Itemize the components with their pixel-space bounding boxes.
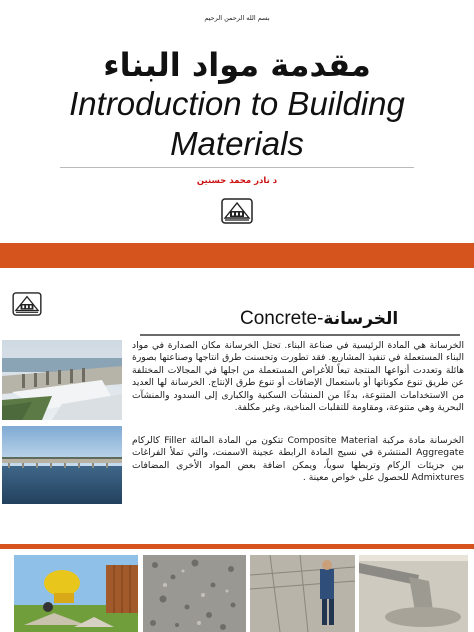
title-english-line1: Introduction to Building <box>69 85 405 122</box>
title-arabic: مقدمة مواد البناء <box>103 46 371 84</box>
title-english-line2: Materials <box>170 125 304 162</box>
section-title-english: Concrete- <box>240 308 324 329</box>
next-slide-preview <box>0 549 474 632</box>
section-title-underline <box>140 334 460 336</box>
bridge-photo <box>2 426 122 504</box>
concrete-pouring-photo <box>359 555 468 632</box>
concrete-slide <box>0 268 474 544</box>
accent-band <box>0 243 474 268</box>
title-slide <box>0 0 474 243</box>
university-emblem-icon <box>221 198 253 224</box>
title-divider <box>60 167 414 168</box>
dam-photo <box>2 340 122 420</box>
section-title-arabic: الخرسانة <box>323 309 399 329</box>
university-emblem-icon <box>12 292 42 316</box>
concrete-texture-photo <box>143 555 246 632</box>
section-title <box>240 308 470 330</box>
concrete-worker-photo <box>250 555 355 632</box>
basmala-text: بسم الله الرحمن الرحيم <box>204 14 270 22</box>
concrete-paragraph-1: الخرسانة هي المادة الرئيسية في صناعة البناء. تحتل الخرسانة مكان الصدارة في مواد البناء المستعملة في تنفيذ المشاريع. فقد تطورت وتحسنت طرق انتاجها وصناعتها بصورة هائلة وتعددت أنواعها المنتجة تبعاً للأغراض المستعملة من اجلها في المجالات المختلفة عن طريق تنوع مكوناتها أو باستعمال الإضافات أو تنوع طرق الإنتاج. الخرسانة لها العديد من الاستخدامات المتنوعة، بدءًا من المنشآت السكنية والكبارى إلى السدود والمنشآت البحرية وهي متنوعة، ومقاومة للتقلبات المناخية، وغير مكلفة. <box>132 340 464 414</box>
concrete-paragraph-2: الخرسانة مادة مركبة Composite Material تتكون من المادة المالئة Filler كالركام Aggregate المنتشرة في نسيج المادة الرابطة عجينة الاسمنت، والتي تملأ الفراغات بين جزيئات الركام وتربطها سوياً، ويمكن اضافة بعض المواد الأخرى المضافات Admixtures للحصول على خواص معينة . <box>132 435 464 484</box>
title-english <box>20 84 454 164</box>
concrete-mixer-photo <box>14 555 138 632</box>
author-name: د نادر محمد حسنين <box>196 176 278 186</box>
